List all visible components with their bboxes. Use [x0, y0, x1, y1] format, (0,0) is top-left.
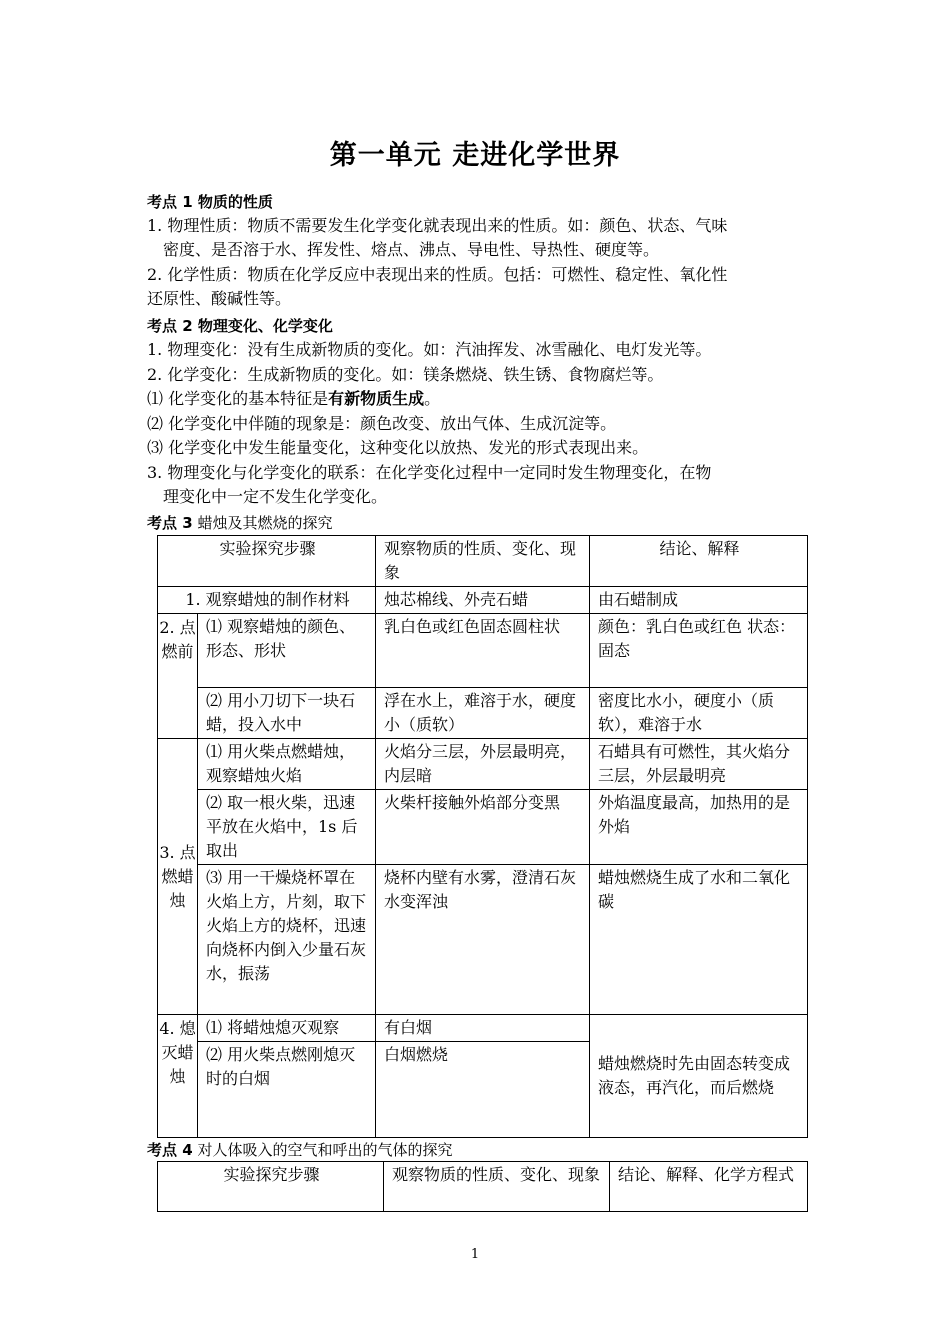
table-cell: 外焰温度最高，加热用的是外焰	[590, 790, 808, 865]
section-cell: 2. 点燃前	[158, 614, 198, 739]
paragraph: 2. 化学性质：物质在化学反应中表现出来的性质。包括：可燃性、稳定性、氧化性	[147, 265, 728, 284]
heading-label: 考点 3	[147, 514, 193, 532]
heading-text: 对人体吸入的空气和呼出的气体的探究	[192, 1141, 453, 1159]
table-row	[158, 688, 808, 739]
text: ⑴ 化学变化的基本特征是	[147, 389, 329, 408]
table-header-row	[158, 536, 808, 587]
paragraph: 3. 物理变化与化学变化的联系：在化学变化过程中一定同时发生物理变化，在物	[147, 463, 712, 482]
paragraph: 还原性、酸碱性等。	[147, 289, 292, 308]
paragraph: 1. 物理变化：没有生成新物质的变化。如：汽油挥发、冰雪融化、电灯发光等。	[147, 340, 712, 359]
paragraph	[147, 387, 812, 411]
section-cell: 4. 熄灭蜡烛	[158, 1015, 198, 1138]
section-heading-4	[147, 1138, 812, 1162]
table-cell: ⑴ 将蜡烛熄灭观察	[198, 1015, 376, 1042]
emphasis-text: 有新物质生成	[328, 389, 425, 408]
table-row	[158, 739, 808, 790]
section-cell: 3. 点燃蜡烛	[158, 739, 198, 1015]
table-cell: 乳白色或红色固态圆柱状	[376, 614, 590, 688]
paragraph: ⑶ 化学变化中发生能量变化，这种变化以放热、发光的形式表现出来。	[147, 438, 649, 457]
table-header: 观察物质的性质、变化、现象	[384, 1162, 610, 1212]
table-cell: ⑶ 用一干燥烧杯罩在火焰上方，片刻，取下火焰上方的烧杯，迅速向烧杯内倒入少量石灰水，振荡	[198, 865, 376, 1015]
table-cell: 蜡烛燃烧时先由固态转变成液态，再汽化，而后燃烧	[590, 1015, 808, 1138]
table-header: 结论、解释、化学方程式	[610, 1162, 808, 1212]
paragraph: 1. 物理性质：物质不需要发生化学变化就表现出来的性质。如：颜色、状态、气味	[147, 216, 728, 235]
table-cell: 石蜡具有可燃性，其火焰分三层，外层最明亮	[590, 739, 808, 790]
table-cell: 有白烟	[376, 1015, 590, 1042]
section-heading-2: 考点 2 物理变化、化学变化	[147, 317, 333, 335]
table-cell: ⑵ 用火柴点燃刚熄灭时的白烟	[198, 1042, 376, 1138]
table-cell: ⑴ 用火柴点燃蜡烛，观察蜡烛火焰	[198, 739, 376, 790]
table-row	[158, 614, 808, 688]
heading-label: 考点 4	[147, 1141, 193, 1159]
table-cell: 烧杯内壁有水雾，澄清石灰水变浑浊	[376, 865, 590, 1015]
paragraph: ⑵ 化学变化中伴随的现象是：颜色改变、放出气体、生成沉淀等。	[147, 414, 617, 433]
table-cell: 密度比水小，硬度小（质软），难溶于水	[590, 688, 808, 739]
table-cell: 火焰分三层，外层最明亮，内层暗	[376, 739, 590, 790]
table-cell: ⑵ 取一根火柴，迅速平放在火焰中，1s 后取出	[198, 790, 376, 865]
table-cell: 火柴杆接触外焰部分变黑	[376, 790, 590, 865]
table-row	[158, 790, 808, 865]
paragraph: 理变化中一定不发生化学变化。	[163, 487, 388, 506]
table-header: 结论、解释	[590, 536, 808, 587]
section-heading-3	[147, 511, 812, 535]
table-cell: 烛芯棉线、外壳石蜡	[376, 587, 590, 614]
table-header-row	[158, 1162, 808, 1212]
table-cell: ⑴ 观察蜡烛的颜色、形态、形状	[198, 614, 376, 688]
table-row	[158, 865, 808, 1015]
table-cell: 白烟燃烧	[376, 1042, 590, 1138]
table-cell: 1. 观察蜡烛的制作材料	[158, 587, 376, 614]
table-cell: ⑵ 用小刀切下一块石蜡，投入水中	[198, 688, 376, 739]
candle-experiment-table	[157, 535, 808, 1138]
paragraph: 2. 化学变化：生成新物质的变化。如：镁条燃烧、铁生锈、食物腐烂等。	[147, 365, 664, 384]
table-cell: 浮在水上，难溶于水，硬度小（质软）	[376, 688, 590, 739]
table-cell: 蜡烛燃烧生成了水和二氧化碳	[590, 865, 808, 1015]
section-heading-1: 考点 1 物质的性质	[147, 193, 273, 211]
paragraph: 密度、是否溶于水、挥发性、熔点、沸点、导电性、导热性、硬度等。	[163, 240, 660, 259]
breath-experiment-table	[157, 1161, 808, 1212]
table-cell: 由石蜡制成	[590, 587, 808, 614]
page-number: 1	[470, 1247, 480, 1262]
heading-text: 蜡烛及其燃烧的探究	[192, 514, 333, 532]
page-title: 第一单元 走进化学世界	[329, 140, 621, 171]
table-cell: 颜色：乳白色或红色 状态：固态	[590, 614, 808, 688]
table-row	[158, 587, 808, 614]
table-row	[158, 1015, 808, 1042]
table-header: 观察物质的性质、变化、现象	[376, 536, 590, 587]
table-header: 实验探究步骤	[158, 536, 376, 587]
text: 。	[424, 389, 441, 408]
table-header: 实验探究步骤	[158, 1162, 384, 1212]
